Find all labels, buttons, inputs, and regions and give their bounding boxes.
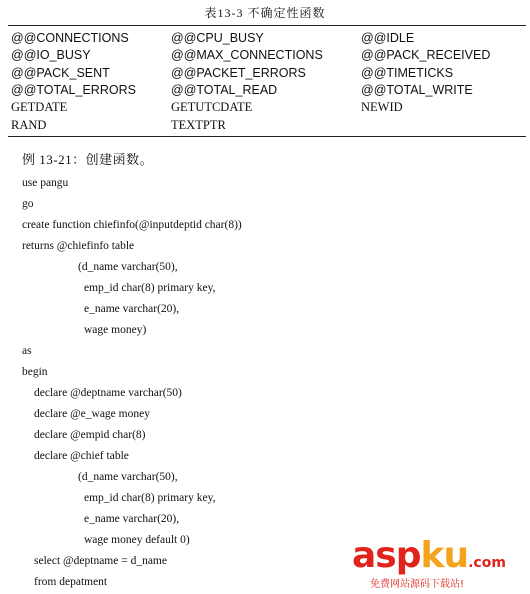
table-caption: 表13-3 不确定性函数 <box>204 6 326 20</box>
function-table <box>8 25 526 137</box>
code-block <box>22 173 242 593</box>
code-line: use pangu <box>22 177 69 189</box>
table-cell: @@TOTAL_ERRORS <box>11 83 136 98</box>
table-cell: @@TOTAL_READ <box>171 83 278 98</box>
code-line: e_name varchar(20), <box>84 303 180 315</box>
code-line: declare @e_wage money <box>34 408 150 420</box>
table-row <box>8 99 526 117</box>
table-cell: @@IDLE <box>361 30 415 45</box>
code-line: emp_id char(8) primary key, <box>84 282 216 294</box>
code-line: declare @deptname varchar(50) <box>34 387 182 399</box>
code-line: go <box>22 198 34 210</box>
code-line: e_name varchar(20), <box>84 513 180 525</box>
code-line: begin <box>22 366 48 378</box>
table-cell: GETUTCDATE <box>171 100 253 115</box>
table-row <box>8 117 526 135</box>
code-line: select @deptname = d_name <box>34 555 167 567</box>
table-cell: @@PACKET_ERRORS <box>171 65 306 80</box>
table-cell: @@TOTAL_WRITE <box>361 83 473 98</box>
code-line: (d_name varchar(50), <box>78 261 178 273</box>
code-line: from depatment <box>34 576 108 588</box>
table-cell: @@PACK_RECEIVED <box>361 48 491 63</box>
code-line: create function chiefinfo(@inputdeptid char(8)) <box>22 219 242 231</box>
code-line: returns @chiefinfo table <box>22 240 135 252</box>
table-cell: @@CPU_BUSY <box>171 30 264 45</box>
table-cell: TEXTPTR <box>171 117 226 132</box>
code-line: declare @empid char(8) <box>34 429 146 441</box>
code-line: as <box>22 345 32 357</box>
code-line: wage money default 0) <box>84 534 190 546</box>
table-cell: @@TIMETICKS <box>361 65 454 80</box>
code-line: wage money) <box>84 324 147 336</box>
table-row <box>8 82 526 100</box>
table-row <box>8 29 526 47</box>
watermark-wordmark: aspku.com <box>352 535 506 576</box>
code-line: declare @chief table <box>34 450 129 462</box>
code-line: (d_name varchar(50), <box>78 471 178 483</box>
table-cell: @@PACK_SENT <box>11 65 110 80</box>
table-row <box>8 47 526 65</box>
table-row <box>8 64 526 82</box>
table-cell: GETDATE <box>11 100 68 115</box>
table-cell: @@CONNECTIONS <box>11 30 129 45</box>
site-watermark-logo <box>352 536 522 588</box>
table-cell: NEWID <box>361 100 403 115</box>
table-cell: RAND <box>11 117 47 132</box>
code-line: emp_id char(8) primary key, <box>84 492 216 504</box>
example-title: 例 13-21：创建函数。 <box>22 152 154 167</box>
table-cell: @@IO_BUSY <box>11 48 91 63</box>
table-cell: @@MAX_CONNECTIONS <box>171 48 323 63</box>
watermark-subtitle: 免费网站源码下载站! <box>370 579 465 590</box>
